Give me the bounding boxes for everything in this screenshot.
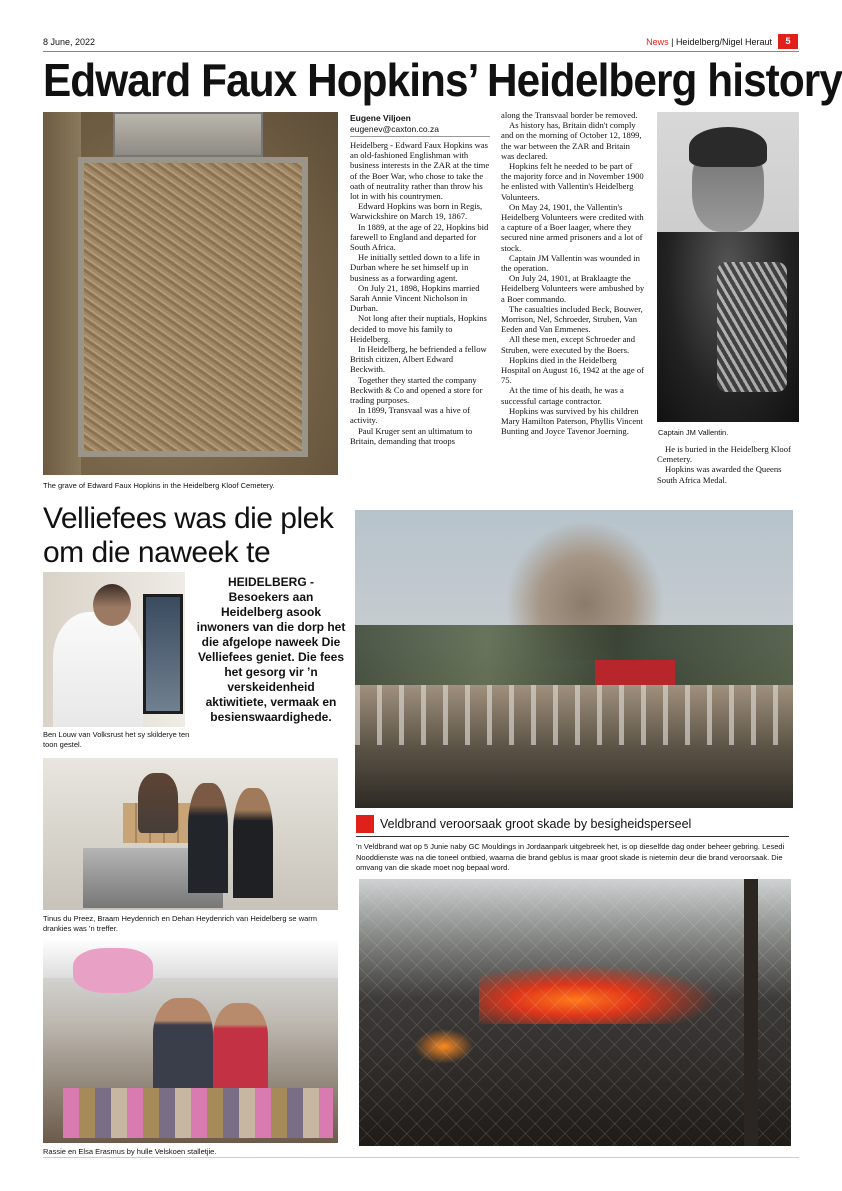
paragraph: Hopkins felt he needed to be part of the majority force and in November 1900 he enlisted with Vallentin's Heidelberg Volunteers. — [501, 161, 644, 202]
stall-person-3 — [233, 788, 273, 898]
paragraph: along the Transvaal border be removed. — [501, 110, 638, 120]
veld-fire-photo-2 — [359, 879, 791, 1146]
paragraph: Edward Hopkins was born in Regis, Warwickshire on March 19, 1867. — [350, 201, 483, 222]
paragraph: He is buried in the Heidelberg Kloof Cemetery. — [657, 444, 791, 465]
velliefees-intro: HEIDELBERG - Besoekers aan Heidelberg asook inwoners van die dorp het die afgelope naweek Die Velliefees geniet. Die fees het gesorg vir ’n verskeidenheid aktiwitiete, vermaak en besienswaardighede. — [196, 575, 346, 724]
paragraph: In Heidelberg, he befriended a fellow British citizen, Albert Edward Beckwith. — [350, 344, 487, 375]
stall-person-1 — [138, 773, 178, 833]
shoe-row — [63, 1088, 333, 1138]
article-column-1 — [350, 140, 490, 490]
paragraph: Hopkins was awarded the Queens South Africa Medal. — [657, 464, 782, 485]
section-label — [646, 37, 772, 47]
elsa-figure — [213, 1003, 268, 1088]
headline-accent-box — [356, 815, 374, 833]
ben-louw-figure — [53, 612, 143, 727]
page-number: 5 — [778, 34, 798, 49]
captain-portrait-photo — [657, 112, 799, 422]
header-divider — [43, 51, 799, 52]
headline-divider — [356, 836, 789, 837]
grave-photo-grass — [43, 112, 81, 475]
paragraph: Hopkins was survived by his children Mary Hamilton Paterson, Phyllis Vincent Bunting and Joyce Tavenor Joerning. — [501, 405, 643, 437]
issue-date: 8 June, 2022 — [43, 37, 96, 47]
article-headline-hopkins: Edward Faux Hopkins’ Heidelberg history — [43, 54, 842, 106]
grave-headstone — [113, 112, 263, 157]
coffee-stall-photo — [43, 758, 338, 910]
paragraph: As history has, Britain didn't comply and on the morning of October 12, 1899, the war between the ZAR and Britain was declared. — [501, 120, 642, 161]
coffee-stall-caption: Tinus du Preez, Braam Heydenrich en Dehan Heydenrich van Heidelberg se warm drankies was ’n treffer. — [43, 914, 318, 933]
byline-author: Eugene Viljoen — [350, 113, 411, 123]
velskoen-stall-photo — [43, 938, 338, 1143]
ben-louw-photo — [43, 572, 185, 727]
article-headline-veldbrand: Veldbrand veroorsaak groot skade by besigheidsperseel — [380, 817, 692, 831]
paragraph: Hopkins died in the Heidelberg Hospital on August 16, 1942 at the age of 75. — [501, 354, 644, 386]
pink-shoe-display — [73, 948, 153, 993]
paragraph: Not long after their nuptials, Hopkins decided to move his family to Heidelberg. — [350, 313, 487, 344]
tree-line — [355, 625, 793, 685]
paragraph: Paul Kruger sent an ultimatum to Britain, demanding that troops — [350, 425, 473, 446]
grave-caption: The grave of Edward Faux Hopkins in the Heidelberg Kloof Cemetery. — [43, 481, 275, 490]
paragraph: Heidelberg - Edward Faux Hopkins was an old-fashioned Englishman with business interests in the ZAR at the time of the Boer War, who chose to take the oath of neutrality rather than throw his lot in with his countrymen. — [350, 140, 490, 202]
rassie-figure — [153, 998, 213, 1088]
paragraph: On May 24, 1901, the Vallentin's Heidelberg Volunteers were credited with a capture of a Boer laager, where they secured nine armed prisoners and a lot of stock. — [501, 201, 644, 253]
article-column-3 — [657, 444, 799, 504]
captain-braid — [717, 262, 787, 392]
stall-person-2 — [188, 783, 228, 893]
ben-louw-head — [93, 584, 131, 626]
paragraph: He initially settled down to a life in Durban where he set himself up in business as a forwarding agent. — [350, 252, 480, 283]
captain-caption: Captain JM Vallentin. — [658, 428, 729, 437]
paragraph: At the time of his death, he was a successful cartage contractor. — [501, 385, 624, 406]
paragraph: On July 24, 1901, at Braklaagte the Heidelberg Volunteers were ambushed by a Boer commando. — [501, 273, 645, 304]
veld-fire-photo-1 — [355, 510, 793, 808]
paragraph: Together they started the company Beckwith & Co and opened a store for trading purposes. — [350, 374, 483, 406]
byline-divider — [350, 136, 490, 137]
article-column-2 — [501, 110, 645, 490]
fence-post — [744, 879, 758, 1146]
ben-louw-caption: Ben Louw van Volksrust het sy skilderye ten toon gestel. — [43, 730, 190, 749]
paragraph: In 1899, Transvaal was a hive of activity. — [350, 405, 470, 426]
publication-name: Heidelberg/Nigel Heraut — [675, 37, 772, 47]
velskoen-caption: Rassie en Elsa Erasmus by hulle Velskoen stalletjie. — [43, 1147, 217, 1156]
fire-truck — [595, 660, 675, 685]
footer-divider — [43, 1157, 799, 1158]
paragraph: On July 21, 1898, Hopkins married Sarah Annie Vincent Nicholson in Durban. — [350, 282, 480, 314]
section-separator: | — [668, 37, 676, 47]
painting — [143, 594, 183, 714]
paragraph: All these men, except Schroeder and Struben, were executed by the Boers. — [501, 334, 635, 355]
grave-slab — [78, 157, 308, 457]
paragraph: Captain JM Vallentin was wounded in the operation. — [501, 252, 640, 274]
grave-photo — [43, 112, 338, 475]
section-name: News — [646, 37, 669, 47]
cemetery-markers — [355, 685, 793, 745]
wire-fence — [359, 879, 791, 1146]
captain-hair — [689, 127, 767, 167]
paragraph: The casualties included Beck, Bouwer, Morrison, Nel, Schroeder, Struben, Van Eeden and Van Emmenes. — [501, 303, 643, 335]
paragraph: In 1889, at the age of 22, Hopkins bid farewell to England and departed for South Africa. — [350, 221, 489, 253]
article-headline-velliefees: Velliefees was die plek om die naweek te — [43, 502, 334, 569]
veldbrand-body: ’n Veldbrand wat op 5 Junie naby GC Mouldings in Jordaanpark uitgebreek het, is op dieselfde dag onder beheer gebring. Lesedi Nooddienste was na die toneel ontbied, waarna die brand geblus is maar groot skade is nietemin deur die brand veroorsaak. Die omvang van die skade moet nog bepaal word. — [356, 842, 785, 872]
byline-email[interactable]: eugenev@caxton.co.za — [350, 124, 439, 134]
